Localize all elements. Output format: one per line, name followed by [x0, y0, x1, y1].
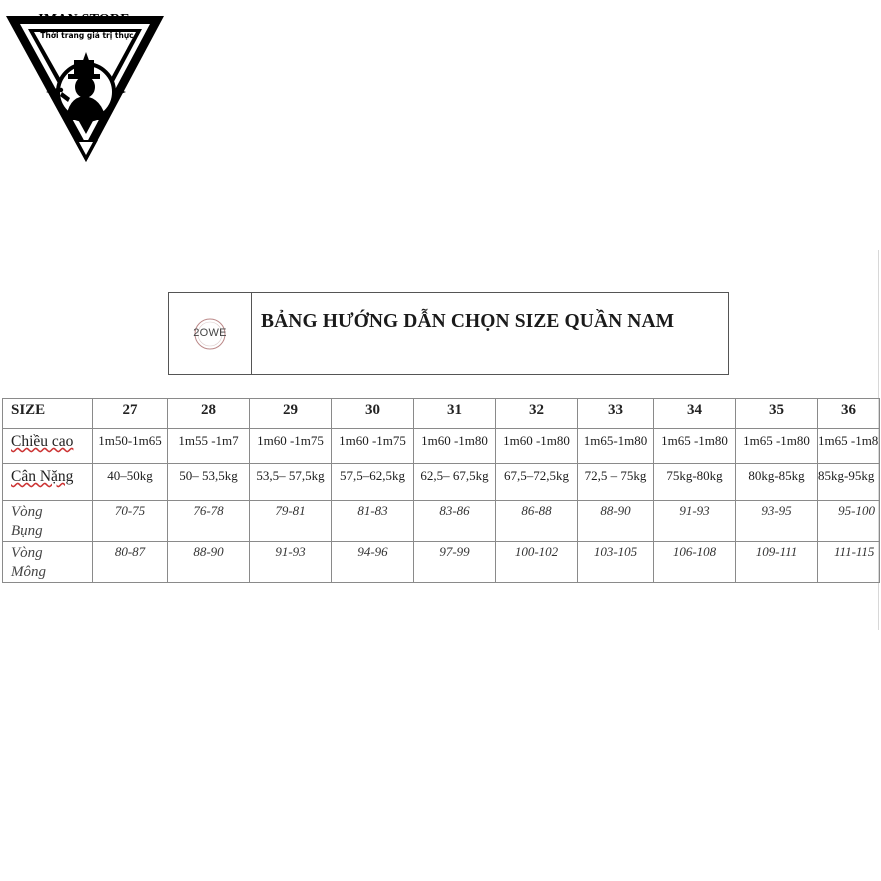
row-label-line2: Bụng	[11, 523, 43, 539]
table-cell: 80kg-85kg	[736, 464, 818, 501]
table-cell: 88-90	[578, 501, 654, 542]
table-cell: 111-115	[818, 542, 880, 583]
size-28: 28	[168, 399, 250, 429]
brand-cell	[169, 293, 252, 374]
table-cell: 50– 53,5kg	[168, 464, 250, 501]
size-27: 27	[93, 399, 168, 429]
brand-name: 2OWE	[193, 326, 227, 339]
table-row-height	[3, 429, 880, 464]
row-label-text: Chiều cao	[11, 433, 74, 450]
row-label-waist	[3, 501, 93, 542]
size-header: SIZE	[3, 399, 93, 429]
table-cell: 79-81	[250, 501, 332, 542]
row-label-hip	[3, 542, 93, 583]
table-cell: 1m60 -1m80	[496, 429, 578, 464]
size-31: 31	[414, 399, 496, 429]
table-cell: 75kg-80kg	[654, 464, 736, 501]
table-row-hip	[3, 542, 880, 583]
size-35: 35	[736, 399, 818, 429]
table-cell: 103-105	[578, 542, 654, 583]
table-cell: 76-78	[168, 501, 250, 542]
table-cell: 62,5– 67,5kg	[414, 464, 496, 501]
table-cell: 91-93	[250, 542, 332, 583]
size-32: 32	[496, 399, 578, 429]
table-row-weight	[3, 464, 880, 501]
table-cell: 1m50-1m65	[93, 429, 168, 464]
table-cell: 70-75	[93, 501, 168, 542]
table-cell: 1m65 -1m8	[818, 429, 880, 464]
table-cell: 1m60 -1m75	[250, 429, 332, 464]
table-cell: 94-96	[332, 542, 414, 583]
table-cell: 53,5– 57,5kg	[250, 464, 332, 501]
table-cell: 100-102	[496, 542, 578, 583]
store-name: IMAN STORE	[38, 12, 130, 27]
row-label-weight	[3, 464, 93, 501]
table-cell: 93-95	[736, 501, 818, 542]
table-cell: 72,5 – 75kg	[578, 464, 654, 501]
row-label-line2: Mông	[11, 564, 46, 580]
table-cell: 109-111	[736, 542, 818, 583]
table-cell: 95-100	[818, 501, 880, 542]
table-cell: 88-90	[168, 542, 250, 583]
table-cell: 83-86	[414, 501, 496, 542]
row-label-text: Cân Nặng	[11, 468, 74, 485]
table-cell: 85kg-95kg	[818, 464, 880, 501]
row-label-line1: Vòng	[11, 504, 43, 520]
table-cell: 1m60 -1m80	[414, 429, 496, 464]
size-30: 30	[332, 399, 414, 429]
store-tagline: Thời trang giá trị thực	[40, 31, 134, 40]
size-chart-header	[168, 292, 729, 375]
size-36: 36	[818, 399, 880, 429]
row-label-height	[3, 429, 93, 464]
table-cell: 67,5–72,5kg	[496, 464, 578, 501]
table-cell: 91-93	[654, 501, 736, 542]
table-cell: 81-83	[332, 501, 414, 542]
store-logo	[4, 12, 164, 164]
table-cell: 57,5–62,5kg	[332, 464, 414, 501]
table-cell: 1m65-1m80	[578, 429, 654, 464]
row-label-line1: Vòng	[11, 545, 43, 561]
table-cell: 80-87	[93, 542, 168, 583]
table-cell: 106-108	[654, 542, 736, 583]
table-cell: 97-99	[414, 542, 496, 583]
brand-logo	[186, 310, 234, 358]
table-cell: 86-88	[496, 501, 578, 542]
table-cell: 1m55 -1m7	[168, 429, 250, 464]
table-row-size	[3, 399, 880, 429]
size-29: 29	[250, 399, 332, 429]
table-row-waist	[3, 501, 880, 542]
table-cell: 40–50kg	[93, 464, 168, 501]
table-cell: 1m65 -1m80	[654, 429, 736, 464]
table-cell: 1m65 -1m80	[736, 429, 818, 464]
table-cell: 1m60 -1m75	[332, 429, 414, 464]
size-33: 33	[578, 399, 654, 429]
chart-title: BẢNG HƯỚNG DẪN CHỌN SIZE QUẦN NAM	[261, 311, 675, 332]
size-table	[2, 398, 880, 583]
size-34: 34	[654, 399, 736, 429]
